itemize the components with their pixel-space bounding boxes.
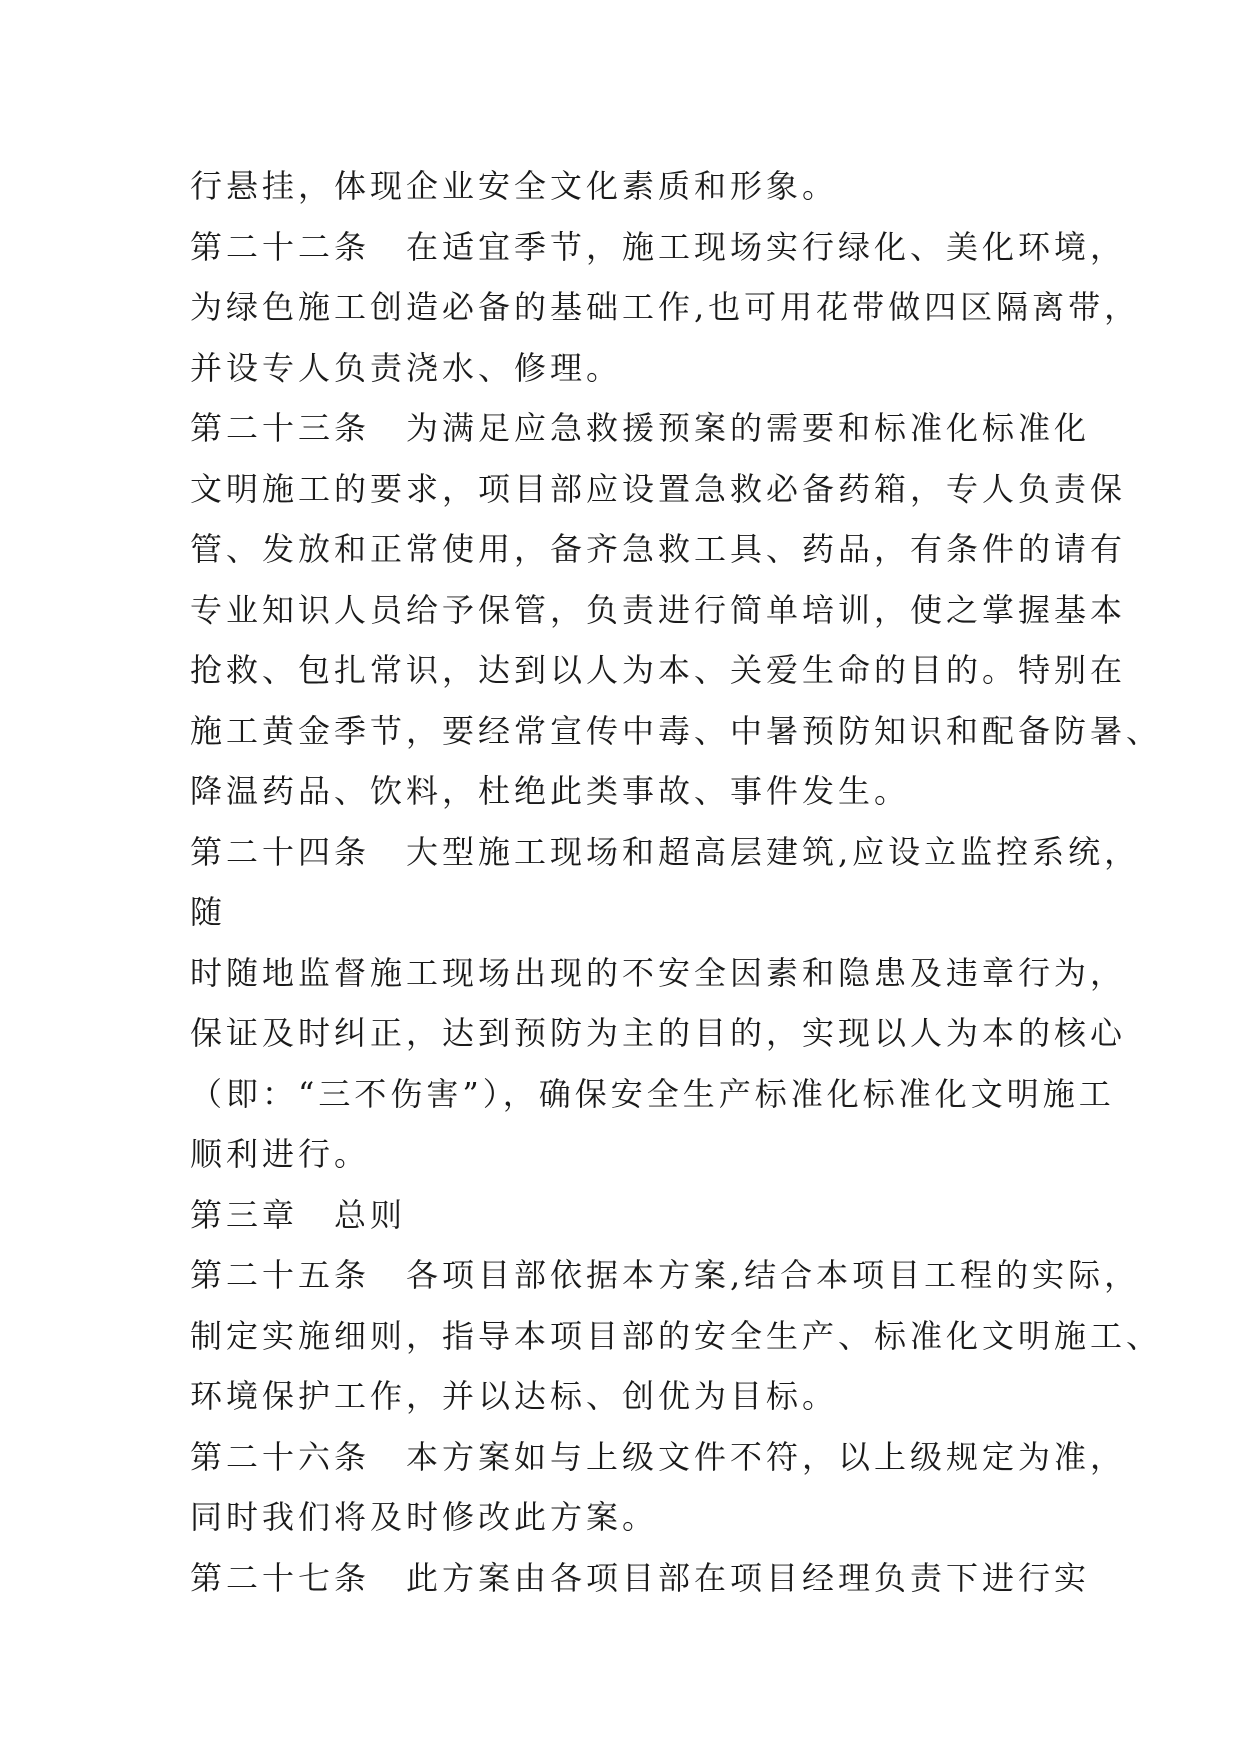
text-line: 同时我们将及时修改此方案。 xyxy=(190,1498,659,1536)
text-line: 第二十六条 本方案如与上级文件不符，以上级规定为准， xyxy=(190,1437,1127,1476)
text-line: 施工黄金季节，要经常宣传中毒、中暑预防知识和配备防暑、 xyxy=(190,711,1163,750)
text-line: 行悬挂，体现企业安全文化素质和形象。 xyxy=(190,167,839,205)
text-line: 第二十五条 各项目部依据本方案,结合本项目工程的实际， xyxy=(190,1256,1141,1294)
text-line: 第二十四条 大型施工现场和超高层建筑,应设立监控系统， xyxy=(190,832,1141,871)
document-body xyxy=(190,156,1163,1608)
text-line: 顺利进行。 xyxy=(190,1135,371,1173)
text-line: 降温药品、饮料，杜绝此类事故、事件发生。 xyxy=(190,772,911,810)
text-line: 制定实施细则，指导本项目部的安全生产、标准化文明施工、 xyxy=(190,1316,1163,1355)
text-line: 第二十二条 在适宜季节，施工现场实行绿化、美化环境， xyxy=(190,227,1127,266)
text-line: 并设专人负责浇水、修理。 xyxy=(190,348,623,387)
text-line: 时随地监督施工现场出现的不安全因素和隐患及违章行为， xyxy=(190,953,1127,992)
text-line: 专业知识人员给予保管，负责进行简单培训，使之掌握基本 xyxy=(190,590,1127,629)
text-line: 管、发放和正常使用，备齐急救工具、药品，有条件的请有 xyxy=(190,530,1127,568)
chapter-heading: 第三章 总则 xyxy=(190,1195,407,1234)
text-line: 保证及时纠正，达到预防为主的目的，实现以人为本的核心 xyxy=(190,1014,1127,1052)
text-line: （即：“三不伤害”），确保安全生产标准化标准化文明施工 xyxy=(190,1074,1115,1113)
text-line: 随 xyxy=(190,893,227,931)
text-line: 第二十七条 此方案由各项目部在项目经理负责下进行实 xyxy=(190,1558,1091,1597)
text-line: 第二十三条 为满足应急救援预案的需要和标准化标准化 xyxy=(190,409,1091,447)
text-line: 文明施工的要求，项目部应设置急救必备药箱，专人负责保 xyxy=(190,469,1127,508)
text-line: 为绿色施工创造必备的基础工作,也可用花带做四区隔离带， xyxy=(190,288,1141,326)
text-line: 环境保护工作，并以达标、创优为目标。 xyxy=(190,1377,839,1415)
text-line: 抢救、包扎常识，达到以人为本、关爱生命的目的。特别在 xyxy=(190,651,1127,689)
